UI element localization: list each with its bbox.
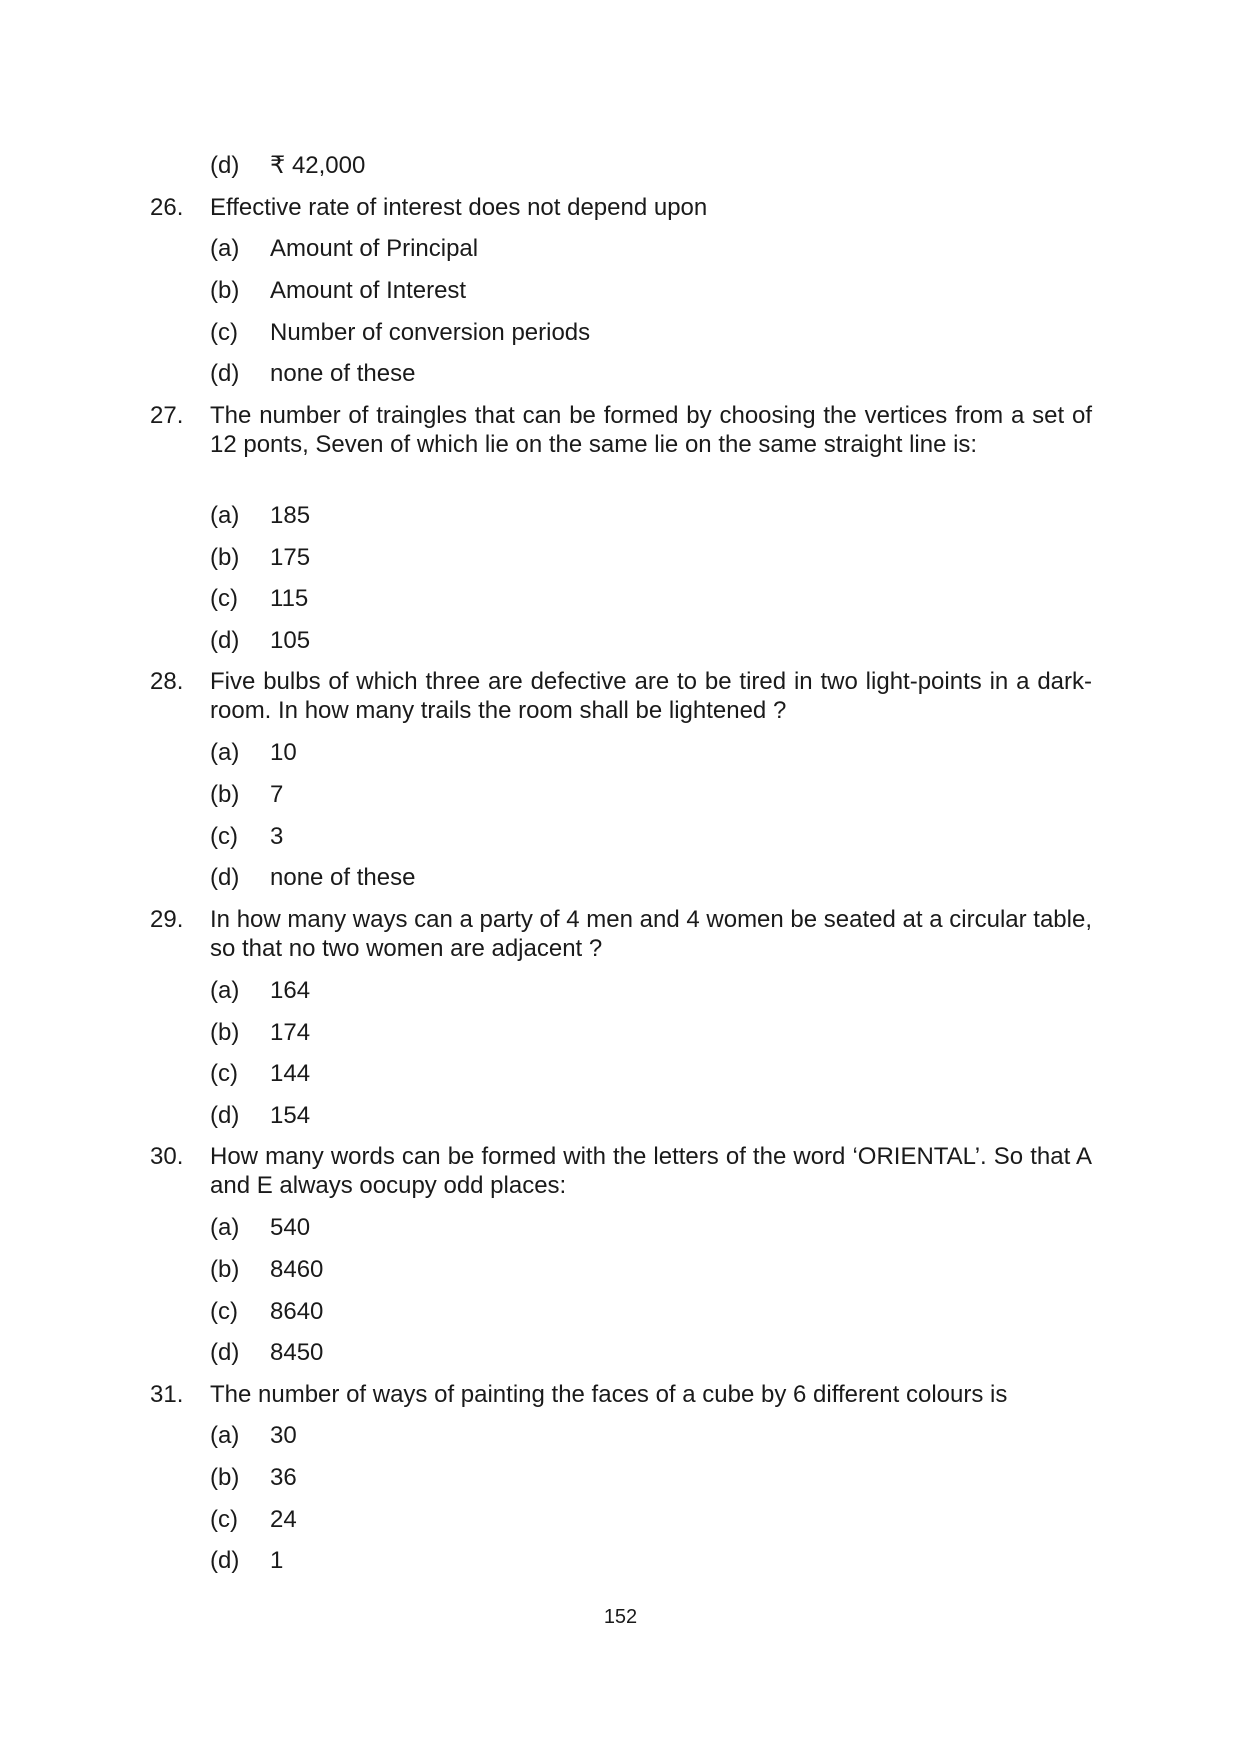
question-number: 28. <box>150 668 184 695</box>
option-text: 164 <box>270 977 311 1004</box>
question-number: 27. <box>150 402 184 429</box>
option-text: 185 <box>270 502 311 529</box>
option-label: (d) <box>210 360 240 387</box>
option-label: (d) <box>210 1547 240 1574</box>
option-label: (c) <box>210 1506 238 1533</box>
option-text: 24 <box>270 1506 297 1533</box>
option-text: none of these <box>270 864 416 891</box>
option-label: (b) <box>210 1256 240 1283</box>
option-text: Amount of Principal <box>270 235 479 262</box>
option-text: 36 <box>270 1464 297 1491</box>
option-text: none of these <box>270 360 416 387</box>
option-label: (b) <box>210 544 240 571</box>
option-label: (a) <box>210 502 240 529</box>
option-text: 154 <box>270 1102 311 1129</box>
question-number: 26. <box>150 194 184 221</box>
option-text: 10 <box>270 739 297 766</box>
option-label: (c) <box>210 1298 238 1325</box>
option-text: Number of conversion periods <box>270 319 591 346</box>
option-text: 144 <box>270 1060 311 1087</box>
option-text: Amount of Interest <box>270 277 467 304</box>
option-label: (c) <box>210 823 238 850</box>
option-label: (d) <box>210 864 240 891</box>
option-text: 175 <box>270 544 311 571</box>
option-label: (c) <box>210 319 238 346</box>
option-text: 8460 <box>270 1256 324 1283</box>
question-text: The number of ways of painting the faces of a cube by 6 different colours is <box>210 1381 1008 1408</box>
question-text: Five bulbs of which three are defective are to be tired in two light-points in a dark-room. In how many trails the room shall be lightened ? <box>210 668 1092 724</box>
option-label: (c) <box>210 1060 238 1087</box>
option-text: 8450 <box>270 1339 324 1366</box>
option-label: (b) <box>210 781 240 808</box>
option-label: (b) <box>210 1464 240 1491</box>
question-text: In how many ways can a party of 4 men and 4 women be seated at a circular table, so that no two women are adjacent ? <box>210 906 1092 962</box>
question-text: How many words can be formed with the letters of the word ‘ORIENTAL’. So that A and E always oocupy odd places: <box>210 1143 1092 1199</box>
option-text: 540 <box>270 1214 311 1241</box>
option-text: 174 <box>270 1019 311 1046</box>
option-text: 105 <box>270 627 311 654</box>
option-text: ₹ 42,000 <box>270 152 366 179</box>
option-text: 7 <box>270 781 284 808</box>
option-label: (a) <box>210 1422 240 1449</box>
option-label: (c) <box>210 585 238 612</box>
option-label: (d) <box>210 1102 240 1129</box>
option-label: (d) <box>210 1339 240 1366</box>
question-number: 31. <box>150 1381 184 1408</box>
option-text: 115 <box>270 585 309 612</box>
option-label: (d) <box>210 627 240 654</box>
option-label: (d) <box>210 152 240 179</box>
option-label: (a) <box>210 235 240 262</box>
option-text: 30 <box>270 1422 297 1449</box>
question-number: 30. <box>150 1143 184 1170</box>
page-number: 152 <box>603 1606 638 1628</box>
question-text: The number of traingles that can be formed by choosing the vertices from a set of 12 ponts, Seven of which lie on the same lie on the same straight line is: <box>210 402 1092 458</box>
question-text: Effective rate of interest does not depend upon <box>210 194 708 221</box>
option-text: 8640 <box>270 1298 324 1325</box>
option-label: (a) <box>210 977 240 1004</box>
question-number: 29. <box>150 906 184 933</box>
option-label: (a) <box>210 739 240 766</box>
option-label: (b) <box>210 1019 240 1046</box>
option-text: 1 <box>270 1547 284 1574</box>
option-label: (b) <box>210 277 240 304</box>
option-label: (a) <box>210 1214 240 1241</box>
option-text: 3 <box>270 823 284 850</box>
